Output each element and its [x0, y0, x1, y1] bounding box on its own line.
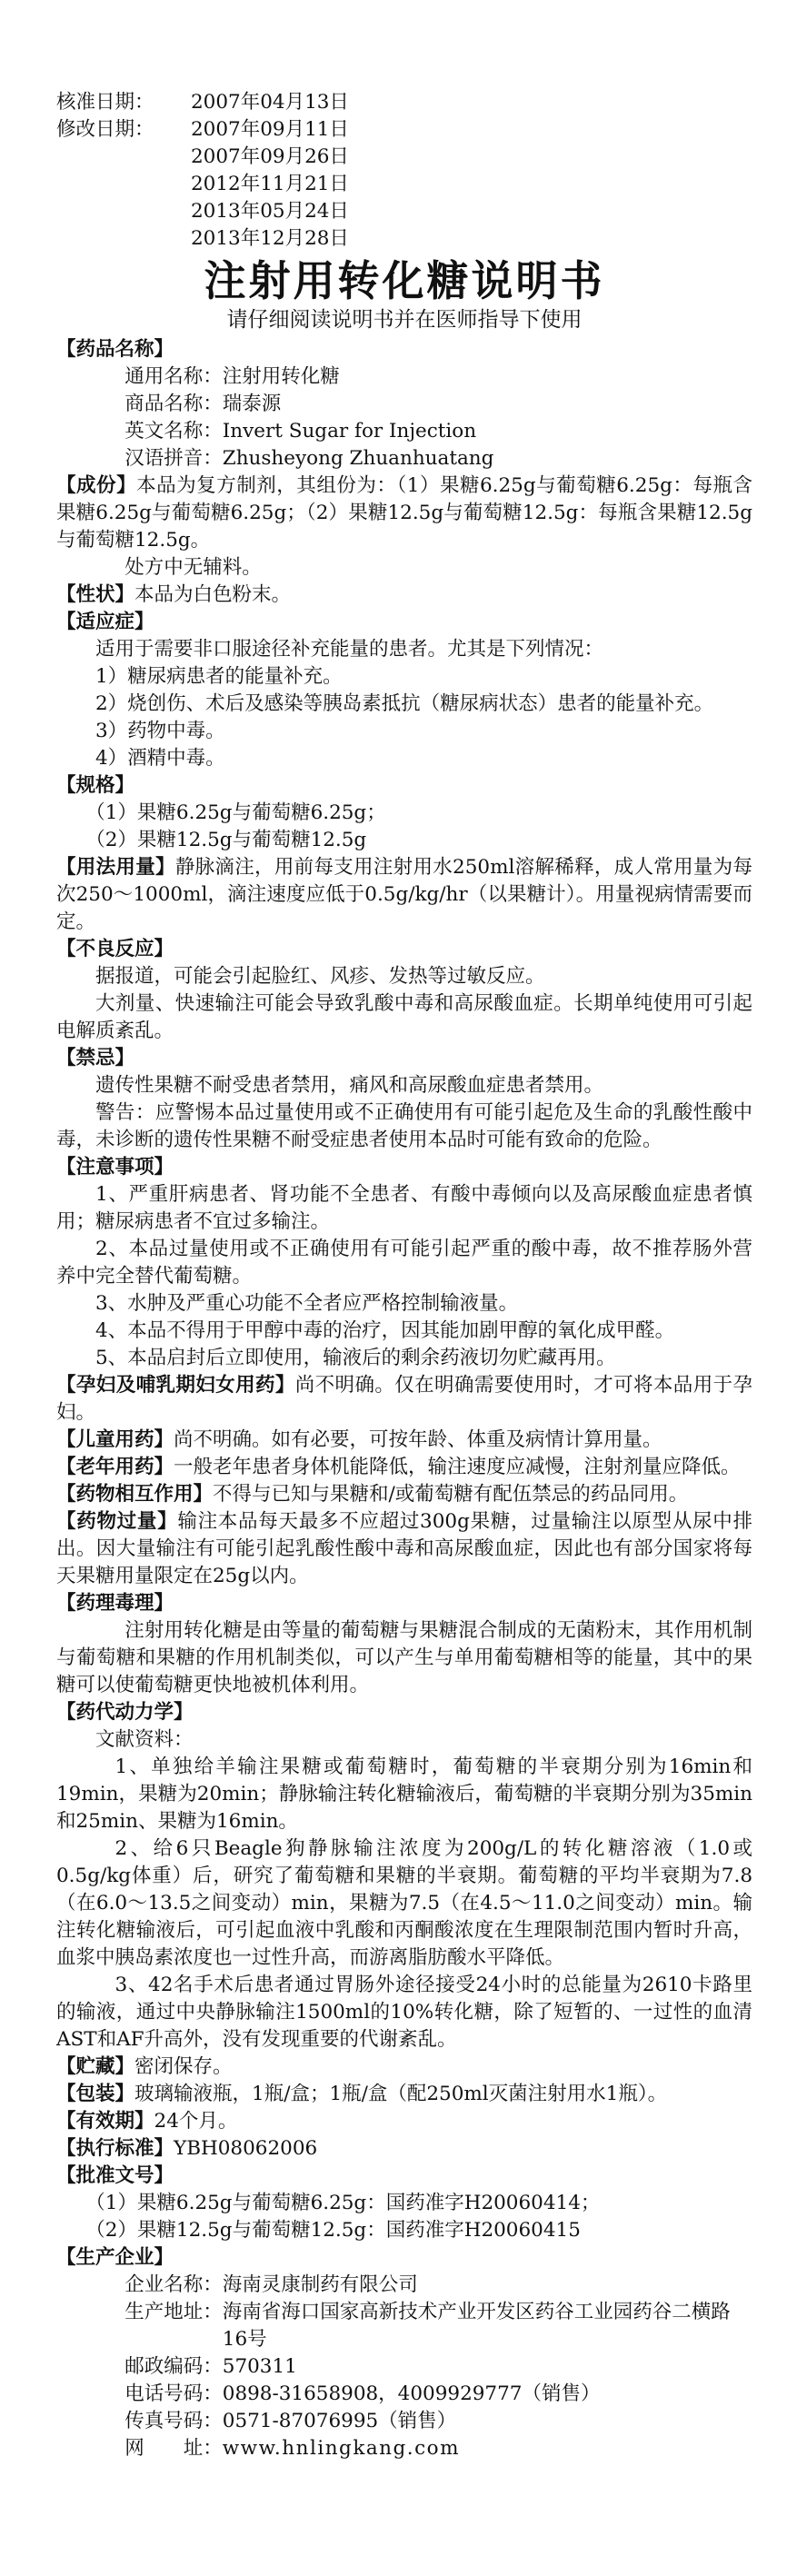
indication-item: 4）酒精中毒。: [95, 747, 225, 770]
generic-name: 注射用转化糖: [222, 365, 340, 388]
modified-date-label: 修改日期：: [56, 118, 154, 141]
pk-item: 1、单独给羊输注果糖或葡萄糖时，葡萄糖的半衰期分别为16min和19min，果糖为20min；静脉输注转化糖输液后，葡萄糖的半衰期分别为35min和25min、果糖为16min。: [56, 1755, 752, 1833]
section-composition: [56, 472, 752, 582]
section-heading: 【规格】: [56, 774, 135, 797]
english-name: Invert Sugar for Injection: [222, 420, 477, 443]
section-children: [56, 1427, 752, 1454]
field-label: 电话号码：: [125, 2382, 223, 2405]
standard-code: YBH08062006: [174, 2137, 318, 2160]
english-name-row: [56, 418, 752, 445]
modified-date-row: [56, 171, 752, 198]
precaution-item: 2、本品过量使用或不正确使用有可能引起严重的酸中毒，故不推荐肠外营养中完全替代葡萄糖。: [56, 1238, 752, 1288]
spec-item: （2）果糖12.5g与葡萄糖12.5g: [85, 829, 367, 851]
section-specifications: [56, 772, 752, 854]
package-text: 玻璃输液瓶，1瓶/盒；1瓶/盒（配250ml灭菌注射用水1瓶）。: [134, 2083, 668, 2105]
modified-date-row: [56, 198, 752, 225]
section-heading: 【性状】: [56, 583, 135, 606]
precaution-item: 4、本品不得用于甲醇中毒的治疗，因其能加剧甲醇的氧化成甲醛。: [95, 1319, 675, 1342]
precaution-item: 5、本品启封后立即使用，输液后的剩余药液切勿贮藏再用。: [95, 1347, 616, 1369]
section-heading: 【用法用量】: [56, 856, 175, 879]
section-overdose: [56, 1508, 752, 1590]
section-storage: [56, 2054, 752, 2081]
section-indications: [56, 609, 752, 772]
address-row: [56, 2299, 752, 2353]
composition-note: 处方中无辅料。: [125, 556, 262, 579]
section-pregnancy: [56, 1372, 752, 1427]
section-heading: 【适应症】: [56, 611, 154, 633]
section-interactions: [56, 1481, 752, 1508]
section-pharmacokinetics: [56, 1699, 752, 2054]
modified-date: 2013年05月24日: [191, 200, 349, 223]
section-heading: 【不良反应】: [56, 938, 174, 960]
company-name: 海南灵康制药有限公司: [222, 2273, 418, 2296]
approval-item: （1）果糖6.25g与葡萄糖6.25g：国药准字H20060414；: [85, 2192, 601, 2214]
storage-text: 密闭保存。: [134, 2055, 233, 2078]
field-label: 企业名称：: [125, 2273, 223, 2296]
section-approval: [56, 2163, 752, 2244]
toxicology-text: 注射用转化糖是由等量的葡萄糖与果糖混合制成的无菌粉末，其作用机制与葡萄糖和果糖的作用机制类似，可以产生与单用葡萄糖相等的能量，其中的果糖可以使葡萄糖更快地被机体利用。: [56, 1619, 752, 1696]
precaution-item: 3、水肿及严重心功能不全者应严格控制输液量。: [95, 1292, 519, 1315]
section-standard: [56, 2135, 752, 2163]
field-label: 网 址：: [125, 2437, 223, 2460]
dosage-text: 静脉滴注，用前每支用注射用水250ml溶解稀释，成人常用量为每次250～1000ml，滴注速度应低于0.5g/kg/hr（以果糖计）。用量视病情需要而定。: [56, 856, 752, 933]
revision-block: [56, 89, 752, 253]
company-name-row: [56, 2272, 752, 2299]
section-heading: 【药理毒理】: [56, 1592, 174, 1615]
postcode-row: [56, 2353, 752, 2381]
section-heading: 【注意事项】: [56, 1156, 174, 1179]
pregnancy-text: 尚不明确。仅在明确需要使用时，才可将本品用于孕妇。: [56, 1374, 752, 1424]
section-heading: 【贮藏】: [56, 2055, 135, 2078]
field-label: 商品名称：: [125, 393, 223, 415]
field-label: 邮政编码：: [125, 2355, 223, 2378]
modified-date-row: [56, 144, 752, 171]
section-precautions: [56, 1154, 752, 1372]
adverse-paragraph: 大剂量、快速输注可能会导致乳酸中毒和高尿酸血症。长期单纯使用可引起电解质紊乱。: [56, 992, 752, 1042]
overdose-text: 输注本品每天最多不应超过300g果糖，过量输注以原型从尿中排出。因大量输注有可能引起乳酸性酸中毒和高尿酸血症，因此也有部分国家将每天果糖用量限定在25g以内。: [56, 1510, 752, 1587]
section-heading: 【生产企业】: [56, 2246, 174, 2269]
phone-row: [56, 2381, 752, 2408]
children-text: 尚不明确。如有必要，可按年龄、体重及病情计算用量。: [174, 1428, 663, 1451]
pinyin-name-row: [56, 445, 752, 472]
interactions-text: 不得与已知与果糖和/或葡萄糖有配伍禁忌的药品同用。: [213, 1483, 689, 1506]
modified-date-row: [56, 225, 752, 253]
website-row: [56, 2435, 752, 2462]
section-heading: 【孕妇及哺乳期妇女用药】: [56, 1374, 295, 1397]
section-heading: 【药物过量】: [56, 1510, 178, 1533]
indication-item: 1）糖尿病患者的能量补充。: [95, 665, 343, 688]
section-heading: 【药物相互作用】: [56, 1483, 214, 1506]
section-heading: 【包装】: [56, 2083, 135, 2105]
field-label: 英文名称：: [125, 420, 223, 443]
section-heading: 【有效期】: [56, 2110, 154, 2133]
approval-item: （2）果糖12.5g与葡萄糖12.5g：国药准字H20060415: [85, 2219, 581, 2242]
document-title: 注射用转化糖说明书: [204, 256, 605, 305]
generic-name-row: [56, 363, 752, 391]
fax-number: 0571-87076995（销售）: [222, 2410, 457, 2432]
warning-paragraph: 警告：应警惕本品过量使用或不正确使用有可能引起危及生命的乳酸性酸中毒，未诊断的遗传性果糖不耐受症患者使用本品时可能有致命的危险。: [56, 1101, 752, 1151]
section-heading: 【执行标准】: [56, 2137, 174, 2160]
modified-date: 2007年09月11日: [191, 118, 349, 141]
trade-name-row: [56, 391, 752, 418]
section-heading: 【药代动力学】: [56, 1701, 194, 1724]
address: 海南省海口国家高新技术产业开发区药谷工业园药谷二横路16号: [222, 2301, 731, 2351]
section-heading: 【禁忌】: [56, 1047, 135, 1069]
approval-date-row: [56, 89, 752, 116]
composition-text: 【成份】本品为复方制剂，其组份为：（1）果糖6.25g与葡萄糖6.25g：每瓶含果糖6.25g与葡萄糖6.25g；（2）果糖12.5g与葡萄糖12.5g：每瓶含果糖12.5g与葡萄糖12.5g。: [56, 474, 752, 552]
field-label: 通用名称：: [125, 365, 223, 388]
section-heading: 【批准文号】: [56, 2164, 174, 2187]
contraindication-paragraph: 遗传性果糖不耐受患者禁用，痛风和高尿酸血症患者禁用。: [95, 1074, 604, 1097]
indication-item: 2）烧创伤、术后及感染等胰岛素抵抗（糖尿病状态）患者的能量补充。: [95, 692, 714, 715]
section-properties: [56, 582, 752, 609]
pk-item: 2、给6只Beagle狗静脉输注浓度为200g/L的转化糖溶液（1.0或0.5g/kg体重）后，研究了葡萄糖和果糖的半衰期。葡萄糖的平均半衰期为7.8（在6.0～13.5之间变动）min，果糖为7.5（在4.5～11.0之间变动）min。输注转化糖输液后，可引起血液中乳酸和丙酮酸浓度在生理限制范围内暂时升高，血浆中胰岛素浓度也一过性升高，而游离脂肪酸水平降低。: [56, 1837, 752, 1969]
approval-date-label: 核准日期：: [56, 91, 154, 114]
modified-date: 2013年12月28日: [191, 227, 349, 250]
section-drug-name: [56, 336, 752, 472]
indications-intro: 适用于需要非口服途径补充能量的患者。尤其是下列情况：: [95, 638, 604, 661]
elderly-text: 一般老年患者身体机能降低，输注速度应减慢，注射剂量应降低。: [174, 1456, 741, 1478]
field-label: 汉语拼音：: [125, 447, 223, 470]
document-subtitle: 请仔细阅读说明书并在医师指导下使用: [226, 308, 583, 332]
trade-name: 瑞泰源: [222, 393, 282, 415]
field-label: 传真号码：: [125, 2410, 223, 2432]
section-package: [56, 2081, 752, 2108]
section-heading: 【儿童用药】: [56, 1428, 174, 1451]
modified-date: 2007年09月26日: [191, 145, 349, 168]
pk-intro: 文献资料：: [95, 1728, 194, 1751]
section-dosage: [56, 854, 752, 936]
website-link[interactable]: www.hnlingkang.com: [222, 2437, 460, 2460]
section-adverse-reactions: [56, 936, 752, 1045]
properties-text: 本品为白色粉末。: [134, 583, 292, 606]
section-heading: 【老年用药】: [56, 1456, 174, 1478]
pinyin-name: Zhusheyong Zhuanhuatang: [222, 447, 494, 470]
fax-row: [56, 2408, 752, 2435]
section-heading: 【成份】: [56, 474, 137, 497]
section-manufacturer: [56, 2244, 752, 2462]
section-heading: 【药品名称】: [56, 338, 174, 361]
approval-date: 2007年04月13日: [191, 91, 349, 114]
modified-date: 2012年11月21日: [191, 173, 349, 195]
postcode: 570311: [222, 2355, 297, 2378]
section-contraindications: [56, 1045, 752, 1154]
section-toxicology: [56, 1590, 752, 1699]
field-label: 生产地址：: [125, 2301, 223, 2323]
section-elderly: [56, 1454, 752, 1481]
precaution-item: 1、严重肝病患者、肾功能不全患者、有酸中毒倾向以及高尿酸血症患者慎用；糖尿病患者不宜过多输注。: [56, 1183, 752, 1233]
indication-item: 3）药物中毒。: [95, 720, 225, 742]
phone-number: 0898-31658908，4009929777（销售）: [222, 2382, 601, 2405]
leaflet-body: [56, 89, 752, 2462]
pk-item: 3、42名手术后患者通过胃肠外途径接受24小时的总能量为2610卡路里的输液，通过中央静脉输注1500ml的10%转化糖，除了短暂的、一过性的血清AST和AF升高外，没有发现重要的代谢紊乱。: [56, 1974, 752, 2051]
spec-item: （1）果糖6.25g与葡萄糖6.25g；: [85, 801, 386, 824]
section-validity: [56, 2108, 752, 2135]
validity-text: 24个月。: [154, 2110, 238, 2133]
adverse-paragraph: 据报道，可能会引起脸红、风疹、发热等过敏反应。: [95, 965, 545, 988]
modified-date-row: [56, 116, 752, 144]
